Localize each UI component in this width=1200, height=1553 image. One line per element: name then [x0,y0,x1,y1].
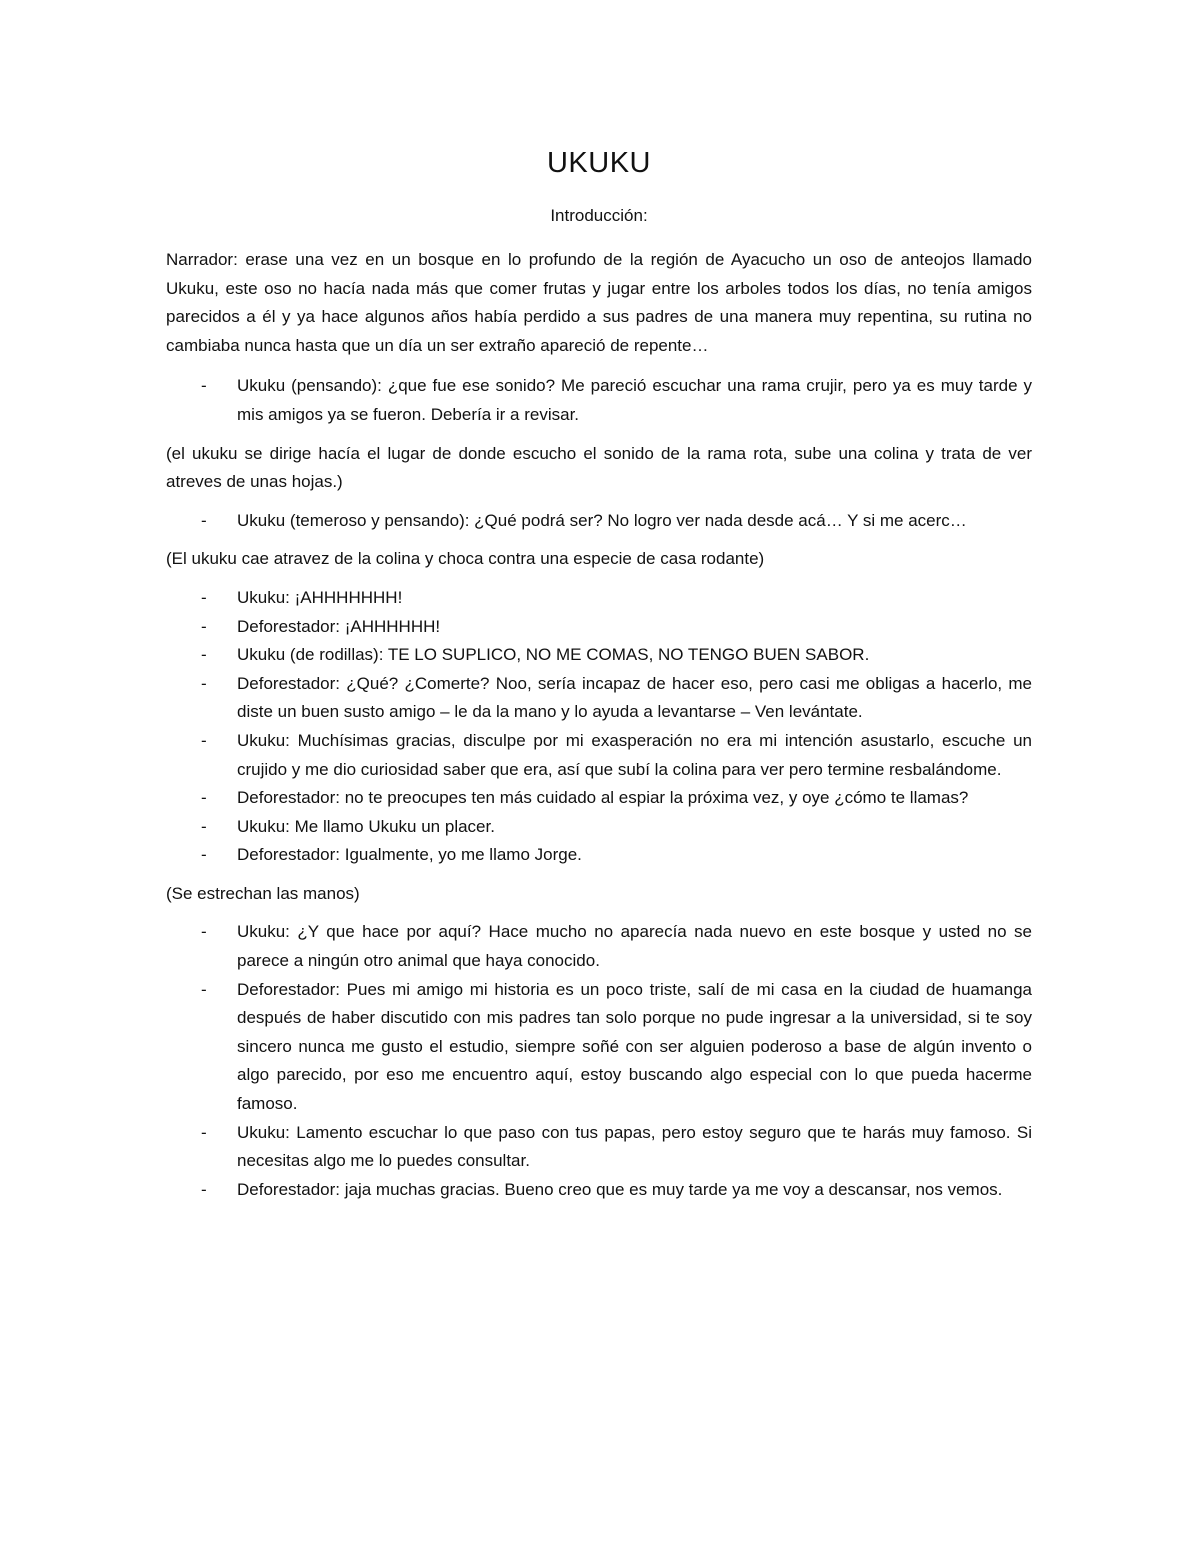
dialogue-text: Ukuku: Me llamo Ukuku un placer. [237,816,495,836]
dialogue-line [166,670,1032,727]
stage-direction: (Se estrechan las manos) [166,883,360,903]
dialogue-text: Ukuku: Lamento escuchar lo que paso con tus papas, pero estoy seguro que te harás muy famoso. Si necesitas algo me lo puedes consultar. [237,1122,1032,1171]
dialogue-line [166,372,1032,429]
bullet-dash: - [201,788,207,808]
bullet-dash: - [201,730,207,750]
dialogue-line [166,841,1032,870]
dialogue-line [166,813,1032,842]
dialogue-list-1 [166,372,1032,429]
dialogue-text: Deforestador: no te preocupes ten más cuidado al espiar la próxima vez, y oye ¿cómo te llamas? [237,788,969,808]
bullet-dash: - [201,816,207,836]
dialogue-list-4 [166,918,1032,1204]
bullet-dash: - [201,645,207,665]
bullet-dash: - [201,510,207,530]
dialogue-line [166,613,1032,642]
bullet-dash: - [201,1122,207,1142]
dialogue-text: Deforestador: ¿Qué? ¿Comerte? Noo, sería incapaz de hacer eso, pero casi me obligas a hacerlo, me diste un buen susto amigo – le da la mano y lo ayuda a levantarse – Ven levántate. [237,673,1032,722]
dialogue-line [166,507,1032,536]
bullet-dash: - [201,587,207,607]
dialogue-text: Deforestador: Igualmente, yo me llamo Jorge. [237,845,582,865]
section-heading: Introducción: [550,206,648,225]
bullet-dash: - [201,376,207,396]
dialogue-line [166,1176,1032,1205]
dialogue-list-3 [166,584,1032,870]
dialogue-text: Ukuku: ¿Y que hace por aquí? Hace mucho no aparecía nada nuevo en este bosque y usted no se parece a ningún otro animal que haya conocido. [237,922,1032,971]
dialogue-text: Deforestador: jaja muchas gracias. Bueno creo que es muy tarde ya me voy a descansar, nos vemos. [237,1179,1003,1199]
dialogue-line [166,641,1032,670]
bullet-dash: - [201,922,207,942]
dialogue-line [166,918,1032,975]
bullet-dash: - [201,845,207,865]
bullet-dash: - [201,673,207,693]
dialogue-line [166,1119,1032,1176]
narrator-paragraph: Narrador: erase una vez en un bosque en lo profundo de la región de Ayacucho un oso de anteojos llamado Ukuku, este oso no hacía nada más que comer frutas y jugar entre los arboles todos los días, no tenía amigos parecidos a él y ya hace algunos años había perdido a sus padres de una manera muy repentina, su rutina no cambiaba nunca hasta que un día un ser extraño apareció de repente… [166,250,1032,355]
stage-direction: (el ukuku se dirige hacía el lugar de donde escucho el sonido de la rama rota, sube una colina y trata de ver atreves de unas hojas.) [166,443,1032,492]
dialogue-text: Deforestador: ¡AHHHHHH! [237,616,441,636]
dialogue-line [166,976,1032,1119]
dialogue-text: Ukuku (temeroso y pensando): ¿Qué podrá ser? No logro ver nada desde acá… Y si me acerc… [237,510,967,530]
stage-direction: (El ukuku cae atravez de la colina y choca contra una especie de casa rodante) [166,549,765,569]
bullet-dash: - [201,979,207,999]
dialogue-line [166,727,1032,784]
dialogue-text: Ukuku (de rodillas): TE LO SUPLICO, NO ME COMAS, NO TENGO BUEN SABOR. [237,645,870,665]
dialogue-list-2 [166,507,1032,536]
document-body [166,246,1032,1214]
dialogue-line [166,584,1032,613]
document-page [166,0,1032,1553]
dialogue-text: Ukuku (pensando): ¿que fue ese sonido? Me pareció escuchar una rama crujir, pero ya es muy tarde y mis amigos ya se fueron. Debería ir a revisar. [237,376,1032,424]
dialogue-line [166,784,1032,813]
dialogue-text: Ukuku: ¡AHHHHHHH! [237,587,403,607]
document-title: UKUKU [546,147,651,179]
dialogue-text: Ukuku: Muchísimas gracias, disculpe por mi exasperación no era mi intención asustarlo, escuche un crujido y me dio curiosidad saber que era, así que subí la colina para ver pero termine resbalándome. [237,730,1032,779]
dialogue-text: Deforestador: Pues mi amigo mi historia es un poco triste, salí de mi casa en la ciudad de huamanga después de haber discutido con mis padres tan solo porque no pude ingresar a la universidad, si te soy sincero nunca me gusto el estudio, siempre soñé con ser alguien poderoso a base de algún invento o algo parecido, por eso me encuentro aquí, estoy buscando algo especial con lo que pueda hacerme famoso. [237,979,1032,1114]
bullet-dash: - [201,1179,207,1199]
bullet-dash: - [201,616,207,636]
